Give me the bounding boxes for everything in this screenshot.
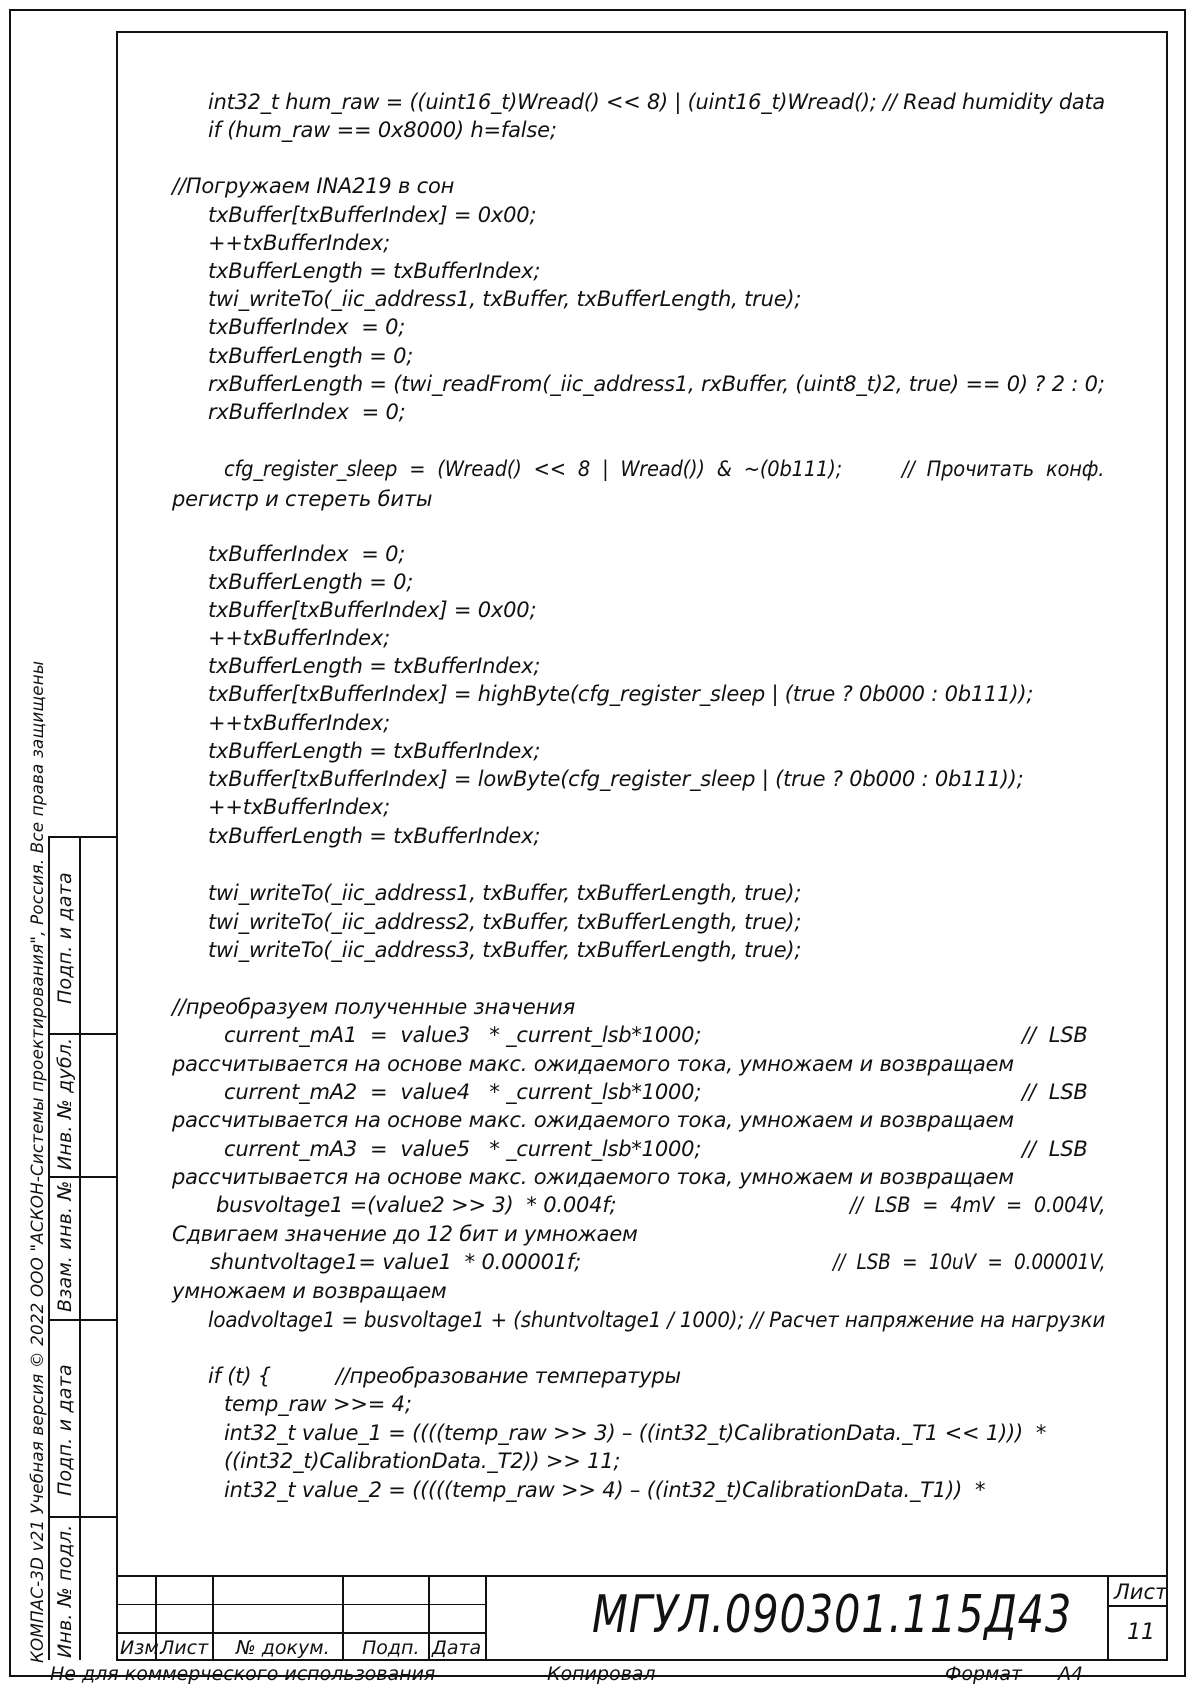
stamp-podp-data-1: Подп. и дата bbox=[54, 1364, 76, 1496]
title-col bbox=[212, 1575, 214, 1661]
sheet-label: Лист bbox=[1114, 1580, 1168, 1604]
title-block-row-thick bbox=[116, 1632, 486, 1634]
code-line: txBufferLength = txBufferIndex; bbox=[208, 259, 541, 283]
code-line: current_mA1 = value3 * _current_lsb*1000; bbox=[224, 1023, 702, 1047]
stamp-row-1 bbox=[48, 836, 118, 838]
code-line: txBuffer[txBufferIndex] = 0x00; bbox=[208, 203, 537, 227]
title-col bbox=[428, 1575, 430, 1661]
code-comment: // LSB bbox=[1022, 1023, 1088, 1047]
code-line: twi_writeTo(_iic_address3, txBuffer, txBufferLength, true); bbox=[208, 938, 802, 962]
code-line: txBufferLength = txBufferIndex; bbox=[208, 824, 541, 848]
code-comment: // LSB bbox=[1022, 1080, 1088, 1104]
code-line: twi_writeTo(_iic_address1, txBuffer, txBufferLength, true); bbox=[208, 881, 802, 905]
col-izm: Изм. bbox=[120, 1637, 165, 1659]
code-line: txBuffer[txBufferIndex] = highByte(cfg_register_sleep | (true ? 0b000 : 0b111)); bbox=[208, 682, 1034, 706]
code-line: ++txBufferIndex; bbox=[208, 711, 390, 735]
col-docum: № докум. bbox=[236, 1637, 330, 1659]
code-line: Сдвигаем значение до 12 бит и умножаем bbox=[172, 1222, 638, 1246]
col-list: Лист bbox=[160, 1637, 209, 1659]
code-line: txBufferIndex = 0; bbox=[208, 542, 406, 566]
code-line: int32_t value_1 = ((((temp_raw >> 3) – ((int32_t)CalibrationData._T1 << 1))) * bbox=[224, 1421, 1047, 1445]
col-data: Дата bbox=[432, 1637, 482, 1659]
code-line: txBufferLength = 0; bbox=[208, 570, 414, 594]
code-line: умножаем и возвращаем bbox=[172, 1279, 447, 1303]
code-line: регистр и стереть биты bbox=[172, 487, 433, 511]
code-line: rxBufferLength = (twi_readFrom(_iic_address1, rxBuffer, (uint8_t)2, true) == 0) ? 2 : 0; bbox=[208, 372, 1105, 396]
code-line: if (hum_raw == 0x8000) h=false; bbox=[208, 118, 557, 142]
code-line: txBufferLength = txBufferIndex; bbox=[208, 654, 541, 678]
code-line: txBufferIndex = 0; bbox=[208, 315, 406, 339]
stamp-podp-data-2: Подп. и дата bbox=[54, 872, 76, 1004]
title-block-row bbox=[116, 1604, 486, 1605]
code-line: current_mA3 = value5 * _current_lsb*1000; bbox=[224, 1137, 702, 1161]
code-line: ((int32_t)CalibrationData._T2)) >> 11; bbox=[224, 1449, 621, 1473]
col-podp: Подп. bbox=[362, 1637, 420, 1659]
code-line: cfg_register_sleep = (Wread() << 8 | Wread()) & ~(0b111); // Прочитать конф. bbox=[224, 457, 1105, 481]
stamp-row-3 bbox=[48, 1176, 118, 1178]
code-comment: // LSB = 4mV = 0.004V, bbox=[850, 1193, 1106, 1217]
code-line: ++txBufferIndex; bbox=[208, 795, 390, 819]
code-line: twi_writeTo(_iic_address2, txBuffer, txBufferLength, true); bbox=[208, 910, 802, 934]
code-line: txBuffer[txBufferIndex] = 0x00; bbox=[208, 598, 537, 622]
stamp-row-2 bbox=[48, 1033, 118, 1035]
sheet-number: 11 bbox=[1127, 1620, 1155, 1645]
code-line: busvoltage1 =(value2 >> 3) * 0.004f; bbox=[216, 1193, 617, 1217]
sheet-cell-divider bbox=[1107, 1605, 1168, 1607]
stamp-inv-podl: Инв. № подл. bbox=[54, 1524, 76, 1658]
title-col bbox=[342, 1575, 344, 1661]
code-line: current_mA2 = value4 * _current_lsb*1000; bbox=[224, 1080, 702, 1104]
code-line: if (t) { //преобразование температуры bbox=[208, 1364, 681, 1388]
code-line: loadvoltage1 = busvoltage1 + (shuntvoltage1 / 1000); // Расчет напряжение на нагрузки bbox=[208, 1308, 1106, 1332]
stamp-inv-dubl: Инв. № дубл. bbox=[54, 1037, 76, 1170]
code-line: txBufferLength = 0; bbox=[208, 344, 414, 368]
format-value: А4 bbox=[1058, 1663, 1084, 1685]
document-code: МГУЛ.090301.115Д43 bbox=[592, 1585, 1073, 1645]
title-col bbox=[1107, 1575, 1109, 1661]
format-label: Формат bbox=[945, 1663, 1023, 1685]
code-comment: // LSB bbox=[1022, 1137, 1088, 1161]
code-comment: //преобразуем полученные значения bbox=[172, 995, 576, 1019]
code-comment: // LSB = 10uV = 0.00001V, bbox=[833, 1250, 1106, 1274]
code-line: int32_t value_2 = (((((temp_raw >> 4) – ((int32_t)CalibrationData._T1)) * bbox=[224, 1478, 986, 1502]
stamp-col-mid bbox=[79, 836, 81, 1660]
copied-label: Копировал bbox=[547, 1663, 656, 1685]
code-line: int32_t hum_raw = ((uint16_t)Wread() << 8) | (uint16_t)Wread(); // Read humidity data bbox=[208, 90, 1106, 114]
stamp-vzam-inv: Взам. инв. № bbox=[54, 1180, 76, 1312]
stamp-col-left bbox=[48, 836, 50, 1660]
stamp-row-4 bbox=[48, 1319, 118, 1321]
title-block-top bbox=[116, 1575, 1168, 1577]
code-line: txBuffer[txBufferIndex] = lowByte(cfg_register_sleep | (true ? 0b000 : 0b111)); bbox=[208, 767, 1024, 791]
code-line: рассчитывается на основе макс. ожидаемого тока, умножаем и возвращаем bbox=[172, 1165, 1014, 1189]
stamp-row-5 bbox=[48, 1516, 118, 1518]
code-line: temp_raw >>= 4; bbox=[224, 1392, 412, 1416]
code-line: рассчитывается на основе макс. ожидаемого тока, умножаем и возвращаем bbox=[172, 1052, 1014, 1076]
code-line: rxBufferIndex = 0; bbox=[208, 400, 406, 424]
code-line: ++txBufferIndex; bbox=[208, 231, 390, 255]
copyright-notice: КОМПАС-3D v21 Учебная версия © 2022 ООО "АСКОН-Системы проектирования", Россия. Все права защищены bbox=[28, 660, 47, 1663]
non-commercial-note: Не для коммерческого использования bbox=[50, 1663, 436, 1685]
code-line: twi_writeTo(_iic_address1, txBuffer, txBufferLength, true); bbox=[208, 287, 802, 311]
code-line: txBufferLength = txBufferIndex; bbox=[208, 739, 541, 763]
code-line: shuntvoltage1= value1 * 0.00001f; bbox=[210, 1250, 581, 1274]
code-comment: //Погружаем INA219 в сон bbox=[172, 174, 455, 198]
code-line: рассчитывается на основе макс. ожидаемого тока, умножаем и возвращаем bbox=[172, 1108, 1014, 1132]
title-col bbox=[485, 1575, 487, 1661]
code-line: ++txBufferIndex; bbox=[208, 626, 390, 650]
